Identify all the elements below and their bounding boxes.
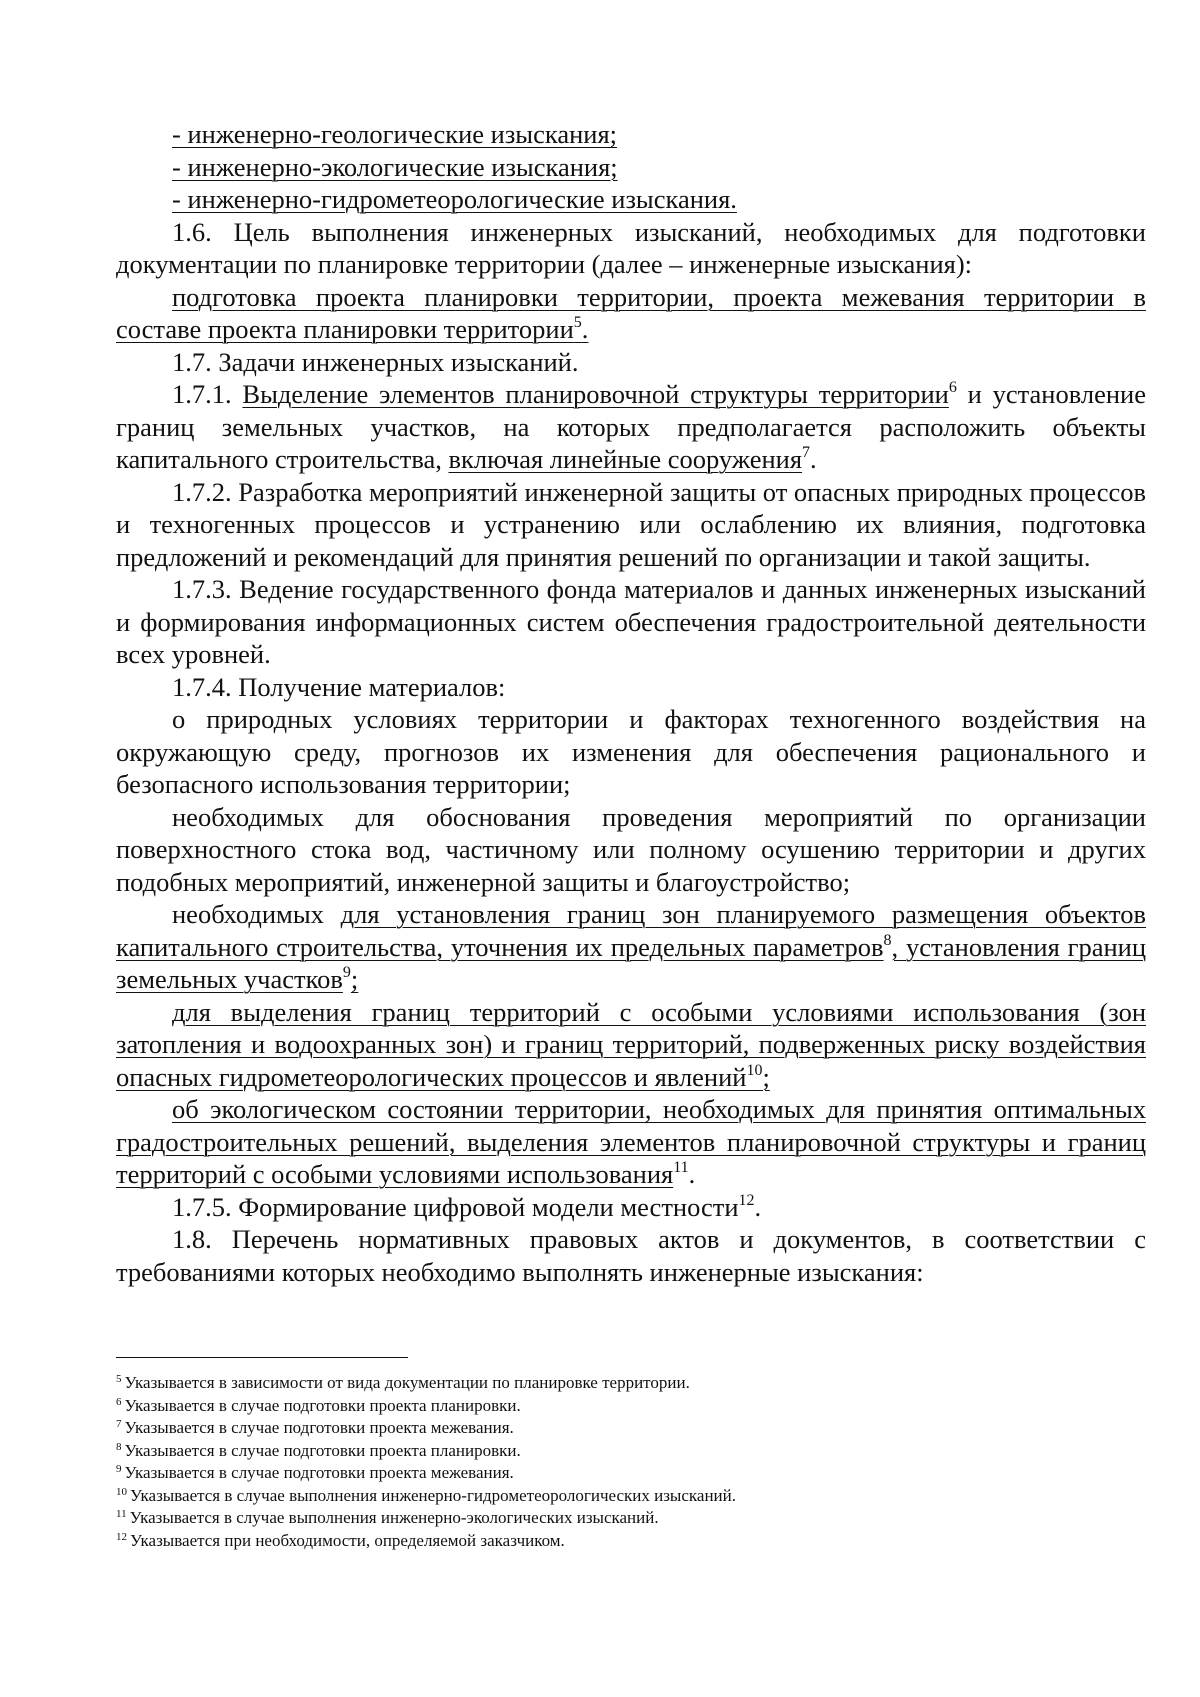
paragraph-1-7-1: 1.7.1. Выделение элементов планировочной структуры территории$^6$ и установление границ земельных участков, на которых предполагается расположить объекты капитального строительства, включая линейные сооружения$^7$.: [116, 379, 1146, 474]
footnote-ref: $^5$.: [573, 314, 589, 344]
list-item: [116, 151, 1146, 184]
footnote: $^8$ Указывается в случае подготовки проекта планировки.: [116, 1440, 521, 1460]
underlined-text: для выделения границ территорий с особыми условиями использования (зон затопления и водоохранных зон) и границ территорий, подверженных риску воздействия опасных гидрометеорологических процессов и явлений: [116, 996, 1146, 1092]
footnote: $^9$ Указывается в случае подготовки проекта межевания.: [116, 1463, 514, 1482]
footnote: $^6$ Указывается в случае подготовки проекта планировки.: [116, 1395, 521, 1415]
footnote-ref: 6: [948, 379, 957, 396]
footnote-ref: 9: [342, 964, 351, 981]
list-item-text: - инженерно-гидрометеорологические изыскания.: [172, 184, 737, 214]
paragraph-1-6-goal: [116, 281, 1146, 346]
paragraph-1-7-4-d: [116, 996, 1146, 1094]
footnote-ref: 8: [883, 931, 892, 949]
underlined-text: для установления границ зон планируемого размещения объектов капитального строительства, уточнения их предельных параметров: [116, 899, 1146, 962]
document-body: [116, 118, 1146, 1288]
underlined-text: об экологическом состоянии территории, необходимых для принятия оптимальных градостроительных решений, выделения элементов планировочной структуры и границ территорий с особыми условиями использования: [116, 1094, 1146, 1189]
paragraph-1-7-2: 1.7.2. Разработка мероприятий инженерной защиты от опасных природных процессов и техногенных процессов и устранению или ослаблению их влияния, подготовка предложений и рекомендаций для принятия решений по организации и такой защиты.: [116, 476, 1146, 572]
paragraph-1-7-4-e: об экологическом состоянии территории, необходимых для принятия оптимальных градостроительных решений, выделения элементов планировочной структуры и границ территорий с особыми условиями использования$^{11}$.: [116, 1094, 1146, 1189]
paragraph-1-7-4-c: необходимых для установления границ зон планируемого размещения объектов капитального строительства, уточнения их предельных параметров$^8$, установления границ земельных участков$^9$;: [116, 899, 1146, 994]
paragraph-1-7-3: 1.7.3. Ведение государственного фонда материалов и данных инженерных изысканий и формирования информационных систем обеспечения градостроительной деятельности всех уровней.: [116, 574, 1146, 669]
footnote-ref: 7: [802, 444, 811, 461]
footnote-ref: $^{10}$;: [746, 1061, 770, 1092]
underlined-text: включая линейные сооружения: [448, 444, 803, 474]
paragraph-1-6: 1.6. Цель выполнения инженерных изысканий, необходимых для подготовки документации по планировке территории (далее – инженерные изыскания):: [116, 216, 1146, 279]
paragraph-text: и установление границ земельных участков, на которых предполагается расположить объекты капитального строительства,: [116, 379, 1146, 474]
paragraph-1-7-4-a: о природных условиях территории и факторах техногенного воздействия на окружающую среду, прогнозов их изменения для обеспечения рационального и безопасного использования территории;: [116, 704, 1146, 799]
footnote: $^{12}$ Указывается при необходимости, определяемой заказчиком.: [116, 1530, 565, 1550]
underlined-text: Выделение элементов планировочной структуры территории: [242, 379, 949, 409]
paragraph-1-7: 1.7. Задачи инженерных изысканий.: [172, 346, 579, 377]
list-item: [116, 118, 1146, 151]
paragraph-1-7-5: 1.7.5. Формирование цифровой модели местности$^{12}$.: [172, 1191, 762, 1222]
paragraph-1-8: 1.8. Перечень нормативных правовых актов и документов, в соответствии с требованиями которых необходимо выполнять инженерные изыскания:: [116, 1224, 1146, 1287]
paragraph-text: необходимых: [172, 899, 341, 929]
list-item: [116, 183, 1146, 216]
footnote: $^5$ Указывается в зависимости от вида документации по планировке территории.: [116, 1373, 690, 1392]
footnotes: [116, 1372, 1146, 1552]
underlined-text: установления границ земельных участков: [116, 931, 1146, 994]
paragraph-text: 1.7.5. Формирование цифровой модели местности: [172, 1191, 739, 1222]
footnote: $^{11}$ Указывается в случае выполнения инженерно-экологических изысканий.: [116, 1508, 659, 1527]
footnote: $^7$ Указывается в случае подготовки проекта межевания.: [116, 1418, 514, 1437]
footnote-ref: 12: [738, 1191, 755, 1209]
footnote-separator: [116, 1357, 408, 1358]
paragraph-1-7-4-b: необходимых для обоснования проведения мероприятий по организации поверхностного стока вод, частичному или полному осушению территории и других подобных мероприятий, инженерной защиты и благоустройство;: [116, 801, 1146, 897]
goal-text: подготовка проекта планировки территории, проекта межевания территории в составе проекта планировки территории: [116, 281, 1146, 344]
item-number: 1.7.1.: [172, 379, 243, 409]
paragraph-1-7-4: 1.7.4. Получение материалов:: [172, 671, 506, 702]
list-item-text: - инженерно-геологические изыскания;: [172, 119, 618, 149]
footnote: $^{10}$ Указывается в случае выполнения инженерно-гидрометеорологических изысканий.: [116, 1485, 736, 1505]
list-item-text: - инженерно-экологические изыскания;: [172, 151, 618, 182]
footnote-ref: 11: [673, 1159, 689, 1176]
